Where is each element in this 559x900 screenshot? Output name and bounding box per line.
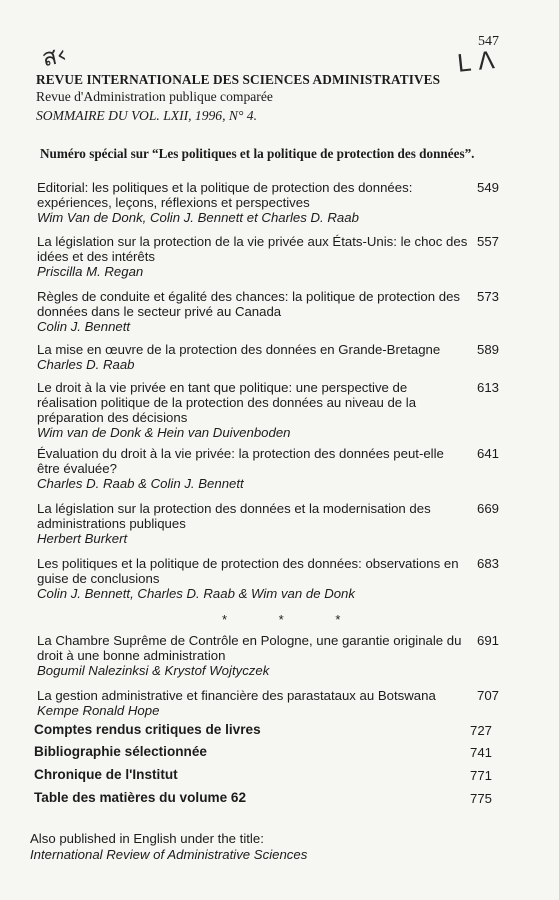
toc-entry [37, 180, 537, 225]
journal-header [36, 72, 516, 124]
entry-title: La législation sur la protection de la vie privée aux États-Unis: le choc des idées et des intérêts [37, 234, 468, 264]
entry-author: Colin J. Bennett [37, 319, 131, 334]
entry-page: 641 [477, 446, 500, 461]
entry-author: Colin J. Bennett, Charles D. Raab & Wim van de Donk [37, 586, 355, 601]
toc-section [34, 722, 534, 738]
section-label: Chronique de l'Institut [34, 767, 178, 782]
toc-entry [37, 501, 537, 546]
entry-author: Kempe Ronald Hope [37, 703, 160, 718]
section-separator: * * * [222, 612, 365, 627]
entry-title: Évaluation du droit à la vie privée: la protection des données peut-elle être évaluée? [37, 446, 444, 476]
handwritten-mark-right: L Λ [455, 46, 496, 78]
english-edition-note [30, 831, 307, 863]
entry-author: Herbert Burkert [37, 531, 128, 546]
entry-page: 589 [477, 342, 500, 357]
issue-line: SOMMAIRE DU VOL. LXII, 1996, N° 4. [36, 108, 257, 123]
section-page: 741 [470, 745, 493, 760]
toc-entry [37, 688, 537, 718]
entry-title: La gestion administrative et financière des parastataux au Botswana [37, 688, 436, 703]
entry-page: 707 [477, 688, 500, 703]
entry-title: La législation sur la protection des données et la modernisation des administrations publiques [37, 501, 431, 531]
special-issue-title: Numéro spécial sur “Les politiques et la politique de protection des données”. [40, 146, 475, 161]
entry-page: 613 [477, 380, 500, 395]
entry-page: 573 [477, 289, 500, 304]
entry-author: Charles D. Raab [37, 357, 135, 372]
english-title: International Review of Administrative Sciences [30, 847, 308, 862]
entry-page: 683 [477, 556, 500, 571]
entry-author: Charles D. Raab & Colin J. Bennett [37, 476, 244, 491]
toc-section [34, 790, 534, 806]
section-label: Comptes rendus critiques de livres [34, 722, 261, 737]
journal-subtitle: Revue d'Administration publique comparée [36, 89, 273, 104]
toc-entry [37, 234, 537, 279]
journal-title: REVUE INTERNATIONALE DES SCIENCES ADMINISTRATIVES [36, 72, 441, 87]
entry-page: 669 [477, 501, 500, 516]
toc-section [34, 744, 534, 760]
entry-author: Wim Van de Donk, Colin J. Bennett et Charles D. Raab [37, 210, 359, 225]
toc-entry [37, 342, 537, 372]
entry-page: 691 [477, 633, 500, 648]
toc-entry [37, 633, 537, 678]
entry-title: Editorial: les politiques et la politique de protection des données: expériences, leçons, réflexions et perspectives [37, 180, 413, 210]
handwritten-mark-left: ส‹ [39, 39, 69, 73]
section-page: 727 [470, 723, 493, 738]
entry-title: La Chambre Suprême de Contrôle en Pologne, une garantie originale du droit à une bonne administration [37, 633, 462, 663]
entry-title: Le droit à la vie privée en tant que politique: une perspective de réalisation politique de la protection des données au niveau de la préparation des décisions [37, 380, 417, 425]
toc-section [34, 767, 534, 783]
toc-entry [37, 380, 537, 440]
entry-title: Les politiques et la politique de protection des données: observations en guise de conclusions [37, 556, 459, 586]
section-label: Bibliographie sélectionnée [34, 744, 207, 759]
entry-author: Wim van de Donk & Hein van Duivenboden [37, 425, 291, 440]
english-note-line: Also published in English under the title: [30, 831, 264, 846]
entry-author: Priscilla M. Regan [37, 264, 144, 279]
section-label: Table des matières du volume 62 [34, 790, 247, 805]
entry-author: Bogumil Nalezinksi & Krystof Wojtyczek [37, 663, 270, 678]
entry-title: Règles de conduite et égalité des chances: la politique de protection des données dans le secteur privé au Canada [37, 289, 461, 319]
toc-entry [37, 556, 537, 601]
entry-page: 549 [477, 180, 500, 195]
toc-entry [37, 446, 537, 491]
section-page: 775 [470, 791, 493, 806]
page-number: 547 [478, 34, 499, 49]
toc-entry [37, 289, 537, 334]
entry-title: La mise en œuvre de la protection des données en Grande-Bretagne [37, 342, 441, 357]
section-page: 771 [470, 768, 493, 783]
entry-page: 557 [477, 234, 500, 249]
